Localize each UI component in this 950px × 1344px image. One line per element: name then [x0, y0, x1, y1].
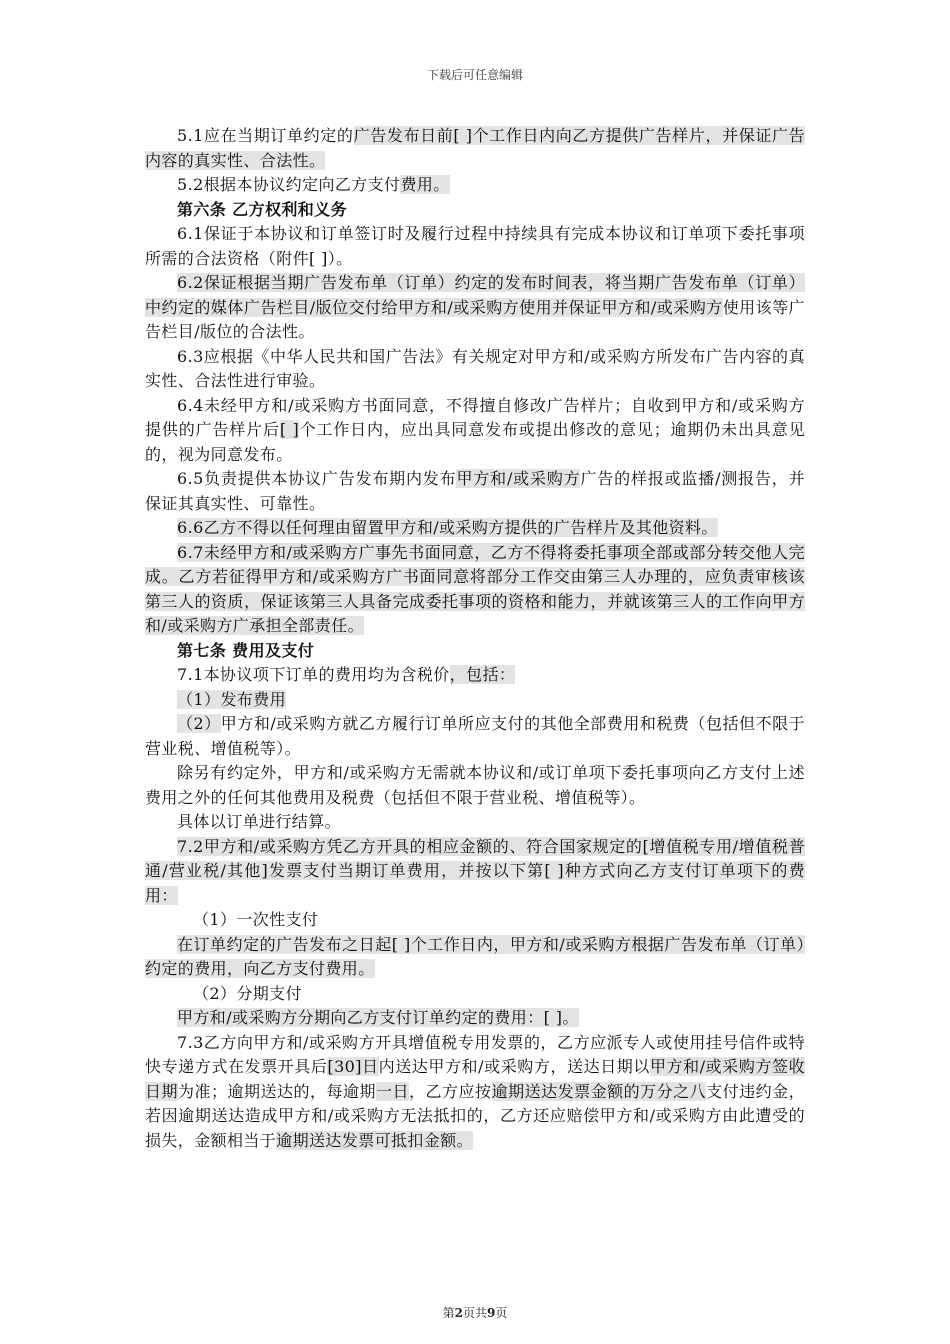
footer-suffix: 页 — [495, 1306, 508, 1320]
highlighted-text: [ ] — [279, 420, 300, 439]
text-run: 5.1应在当期订单约定的 — [177, 126, 354, 145]
text-run: 第六条 乙方权利和义务 — [177, 199, 347, 219]
paragraph — [145, 467, 805, 516]
text-run: 第七条 费用及支付 — [177, 640, 315, 660]
paragraph — [145, 541, 805, 639]
highlighted-text: 在订单约定的广告发布之日起[ ]个工作日内，甲方和/或采购方根据广告发布单（订单）约定的费用，向乙方支付费用。 — [145, 934, 805, 978]
highlighted-text: 费用。 — [400, 175, 450, 194]
text-run: 7.3乙方向甲方和/或采购方开具增值税专用发票的，乙方应派专人或使用挂号信件或特快专递方式在发票开具后 — [145, 1032, 805, 1076]
highlighted-text: 甲方和/或采购方 — [456, 469, 581, 488]
paragraph — [145, 908, 805, 933]
highlighted-text: 6.2保证根据当期广告发布单（订单）约定的发布时间表，将当期广告发布单（订单）中约定的媒体广告栏目/版位交付给甲方和/或采购方使用并保证甲方和/或采购方 — [145, 273, 805, 317]
paragraph — [145, 982, 805, 1007]
text-run: 内送达甲方和/或采购方，送达日期以 — [378, 1057, 650, 1076]
highlighted-text: 6.6乙方不得以任何理由留置甲方和/或采购方提供的广告样片及其他资料。 — [177, 518, 718, 537]
text-run: 使用该等广告栏目/版位的合法性。 — [145, 297, 805, 341]
highlighted-text: 7.2甲方和/或采购方凭乙方开具的相应金额的、符合国家规定的[增值税专用/增值税普通/营业税/其他]发票支付当期订单费用，并按以下第[ ]种方式向乙方支付订单项下的费用： — [145, 836, 805, 905]
text-run: 6.3应根据《中华人民共和国广告法》有关规定对甲方和/或采购方所发布广告内容的真实性、合法性进行审验。 — [145, 346, 805, 390]
footer-total-pages: 9 — [487, 1306, 496, 1320]
highlighted-text: （1）发布费用 — [177, 689, 286, 709]
text-run: 除另有约定外，甲方和/或采购方无需就本协议和/或订单项下委托事项向乙方支付上述费用之外的任何其他费用及税费（包括但不限于营业税、增值税等）。 — [145, 763, 805, 807]
paragraph — [145, 124, 805, 173]
highlighted-text: ，包括： — [449, 665, 516, 684]
paragraph — [145, 1006, 805, 1031]
text-run: 6.5负责提供本协议广告发布期内发布 — [177, 469, 457, 488]
highlighted-text: 6.7未经甲方和/或采购方广事先书面同意，乙方不得将委托事项全部或部分转交他人完成。乙方若征得甲方和/或采购方广书面同意将部分工作交由第三人办理的，应负责审核该第三人的资质，保证该第三人具备完成委托事项的资格和能力，并就该第三人的工作向甲方和/或采购方广承担全部责任。 — [145, 542, 805, 635]
paragraph — [145, 688, 805, 713]
document-body — [145, 124, 805, 1153]
highlighted-text: 甲方和/或采购方签收日期 — [145, 1057, 805, 1101]
section-heading — [145, 198, 805, 223]
paragraph — [145, 712, 805, 761]
highlighted-text: 一日 — [376, 1081, 410, 1101]
highlighted-text: 逾期送达发票金额的万分之八 — [491, 1081, 707, 1101]
text-run: 广告的样报或监播/测报告，并保证其真实性、可靠性。 — [145, 469, 805, 513]
text-run: 6.4未经甲方和/或采购方书面同意，不得擅自修改广告样片；自收到甲方和/或采购方提供的广告样片后 — [145, 395, 805, 439]
footer-prefix: 第 — [442, 1306, 455, 1320]
paragraph — [145, 663, 805, 688]
text-run: ，乙方应按 — [409, 1081, 492, 1101]
text-run: （2）分期支付 — [193, 983, 302, 1003]
text-run: 5.2根据本协议约定向乙方支付 — [177, 175, 401, 194]
paragraph — [145, 516, 805, 541]
footer-page-number: 2 — [454, 1306, 463, 1320]
text-run: 甲方和/或采购方就乙方履行订单所应支付的其他全部费用和税费（包括但不限于营业税、增值税等）。 — [145, 714, 805, 758]
page-header: 下载后可任意编辑 — [426, 68, 523, 82]
paragraph — [145, 933, 805, 982]
highlighted-text: 广告发布日前[ ]个工作日内向乙方提供广告样片，并保证广告内容的真实性、合法性。 — [145, 126, 806, 170]
text-run: 7.1本协议项下订单的费用均为含税价 — [177, 665, 450, 684]
page-footer — [0, 1304, 950, 1321]
paragraph — [145, 222, 805, 271]
highlighted-text: [30]日 — [327, 1057, 379, 1076]
text-run: 具体以订单进行结算。 — [177, 812, 342, 831]
paragraph — [145, 1031, 805, 1154]
highlighted-text: （2） — [177, 714, 221, 733]
highlighted-text: 甲方和/或采购方分期向乙方支付订单约定的费用：[ ]。 — [177, 1008, 579, 1027]
paragraph — [145, 394, 805, 468]
paragraph — [145, 345, 805, 394]
section-heading — [145, 639, 805, 664]
text-run: 6.1保证于本协议和订单签订时及履行过程中持续具有完成本协议和订单项下委托事项所需的合法资格（附件[ ]）。 — [145, 224, 805, 268]
text-run: 个工作日内，应出具同意发布或提出修改的意见；逾期仍未出具意见的，视为同意发布。 — [145, 420, 805, 464]
text-run: （1）一次性支付 — [193, 910, 319, 929]
text-run: 支付违约金，若因逾期送达造成甲方和/或采购方无法抵扣的，乙方还应赔偿甲方和/或采购方由此遭受的损失，金额相当于 — [145, 1081, 805, 1150]
paragraph — [145, 761, 805, 810]
paragraph — [145, 271, 805, 345]
text-run: 为准；逾期送达的，每逾期 — [178, 1081, 377, 1101]
paragraph — [145, 173, 805, 198]
highlighted-text: 逾期送达发票可抵扣金额。 — [276, 1130, 474, 1150]
footer-mid: 页共 — [462, 1306, 487, 1320]
paragraph — [145, 835, 805, 909]
paragraph — [145, 810, 805, 835]
